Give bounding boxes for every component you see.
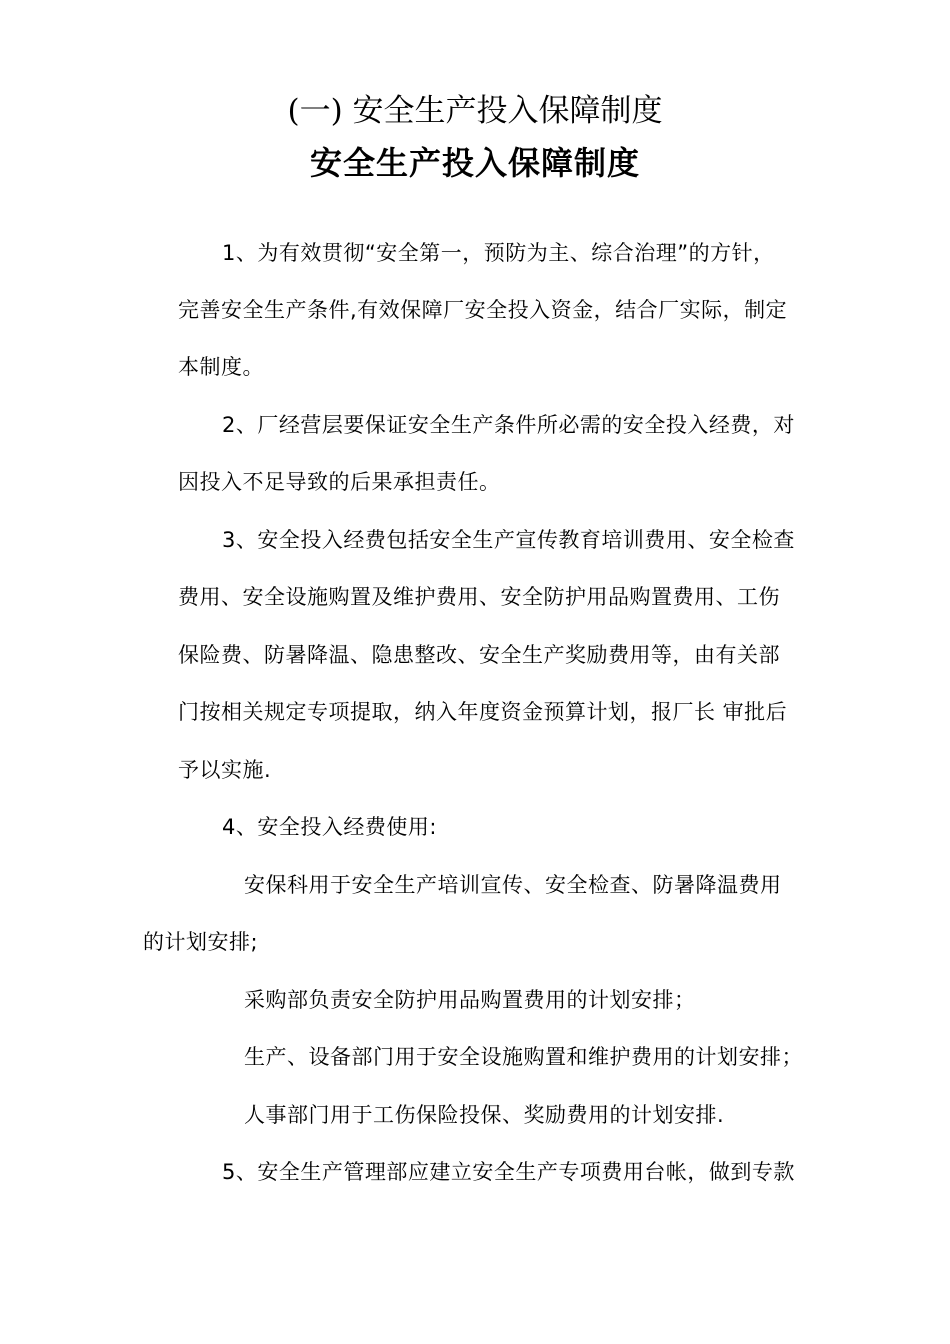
paragraph-1-line-1: 1、为有效贯彻“安全第一，预防为主、综合治理”的方针， bbox=[222, 241, 775, 265]
paragraph-2-line-1: 2、厂经营层要保证安全生产条件所必需的安全投入经费，对 bbox=[222, 413, 795, 437]
paragraph-3-line-1: 3、安全投入经费包括安全生产宣传教育培训费用、安全检查 bbox=[222, 528, 795, 552]
document-title: 安全生产投入保障制度 bbox=[309, 144, 640, 182]
paragraph-4-line-1: 4、安全投入经费使用: bbox=[222, 815, 437, 839]
section-title: (一) 安全生产投入保障制度 bbox=[287, 93, 663, 129]
paragraph-4-item-1-line-1: 安保科用于安全生产培训宣传、安全检查、防暑降温费用 bbox=[244, 873, 782, 897]
paragraph-3-line-2: 费用、安全设施购置及维护费用、安全防护用品购置费用、工伤 bbox=[178, 585, 780, 609]
paragraph-3-line-3: 保险费、防暑降温、隐患整改、安全生产奖励费用等，由有关部 bbox=[178, 643, 780, 667]
paragraph-3-line-5: 予以实施. bbox=[178, 758, 272, 782]
paragraph-5-line-1: 5、安全生产管理部应建立安全生产专项费用台帐，做到专款 bbox=[222, 1160, 795, 1184]
paragraph-4-item-1-line-2: 的计划安排; bbox=[143, 930, 259, 954]
paragraph-3-line-4: 门按相关规定专项提取，纳入年度资金预算计划，报厂长 审批后 bbox=[178, 700, 788, 724]
paragraph-4-item-4: 人事部门用于工伤保险投保、奖励费用的计划安排. bbox=[244, 1103, 725, 1127]
paragraph-4-item-3: 生产、设备部门用于安全设施购置和维护费用的计划安排； bbox=[244, 1045, 803, 1069]
paragraph-2-line-2: 因投入不足导致的后果承担责任。 bbox=[178, 470, 501, 494]
paragraph-1-line-3: 本制度。 bbox=[178, 355, 264, 379]
paragraph-1-line-2: 完善安全生产条件,有效保障厂安全投入资金，结合厂实际，制定 bbox=[178, 298, 788, 322]
paragraph-4-item-2: 采购部负责安全防护用品购置费用的计划安排； bbox=[244, 988, 696, 1012]
